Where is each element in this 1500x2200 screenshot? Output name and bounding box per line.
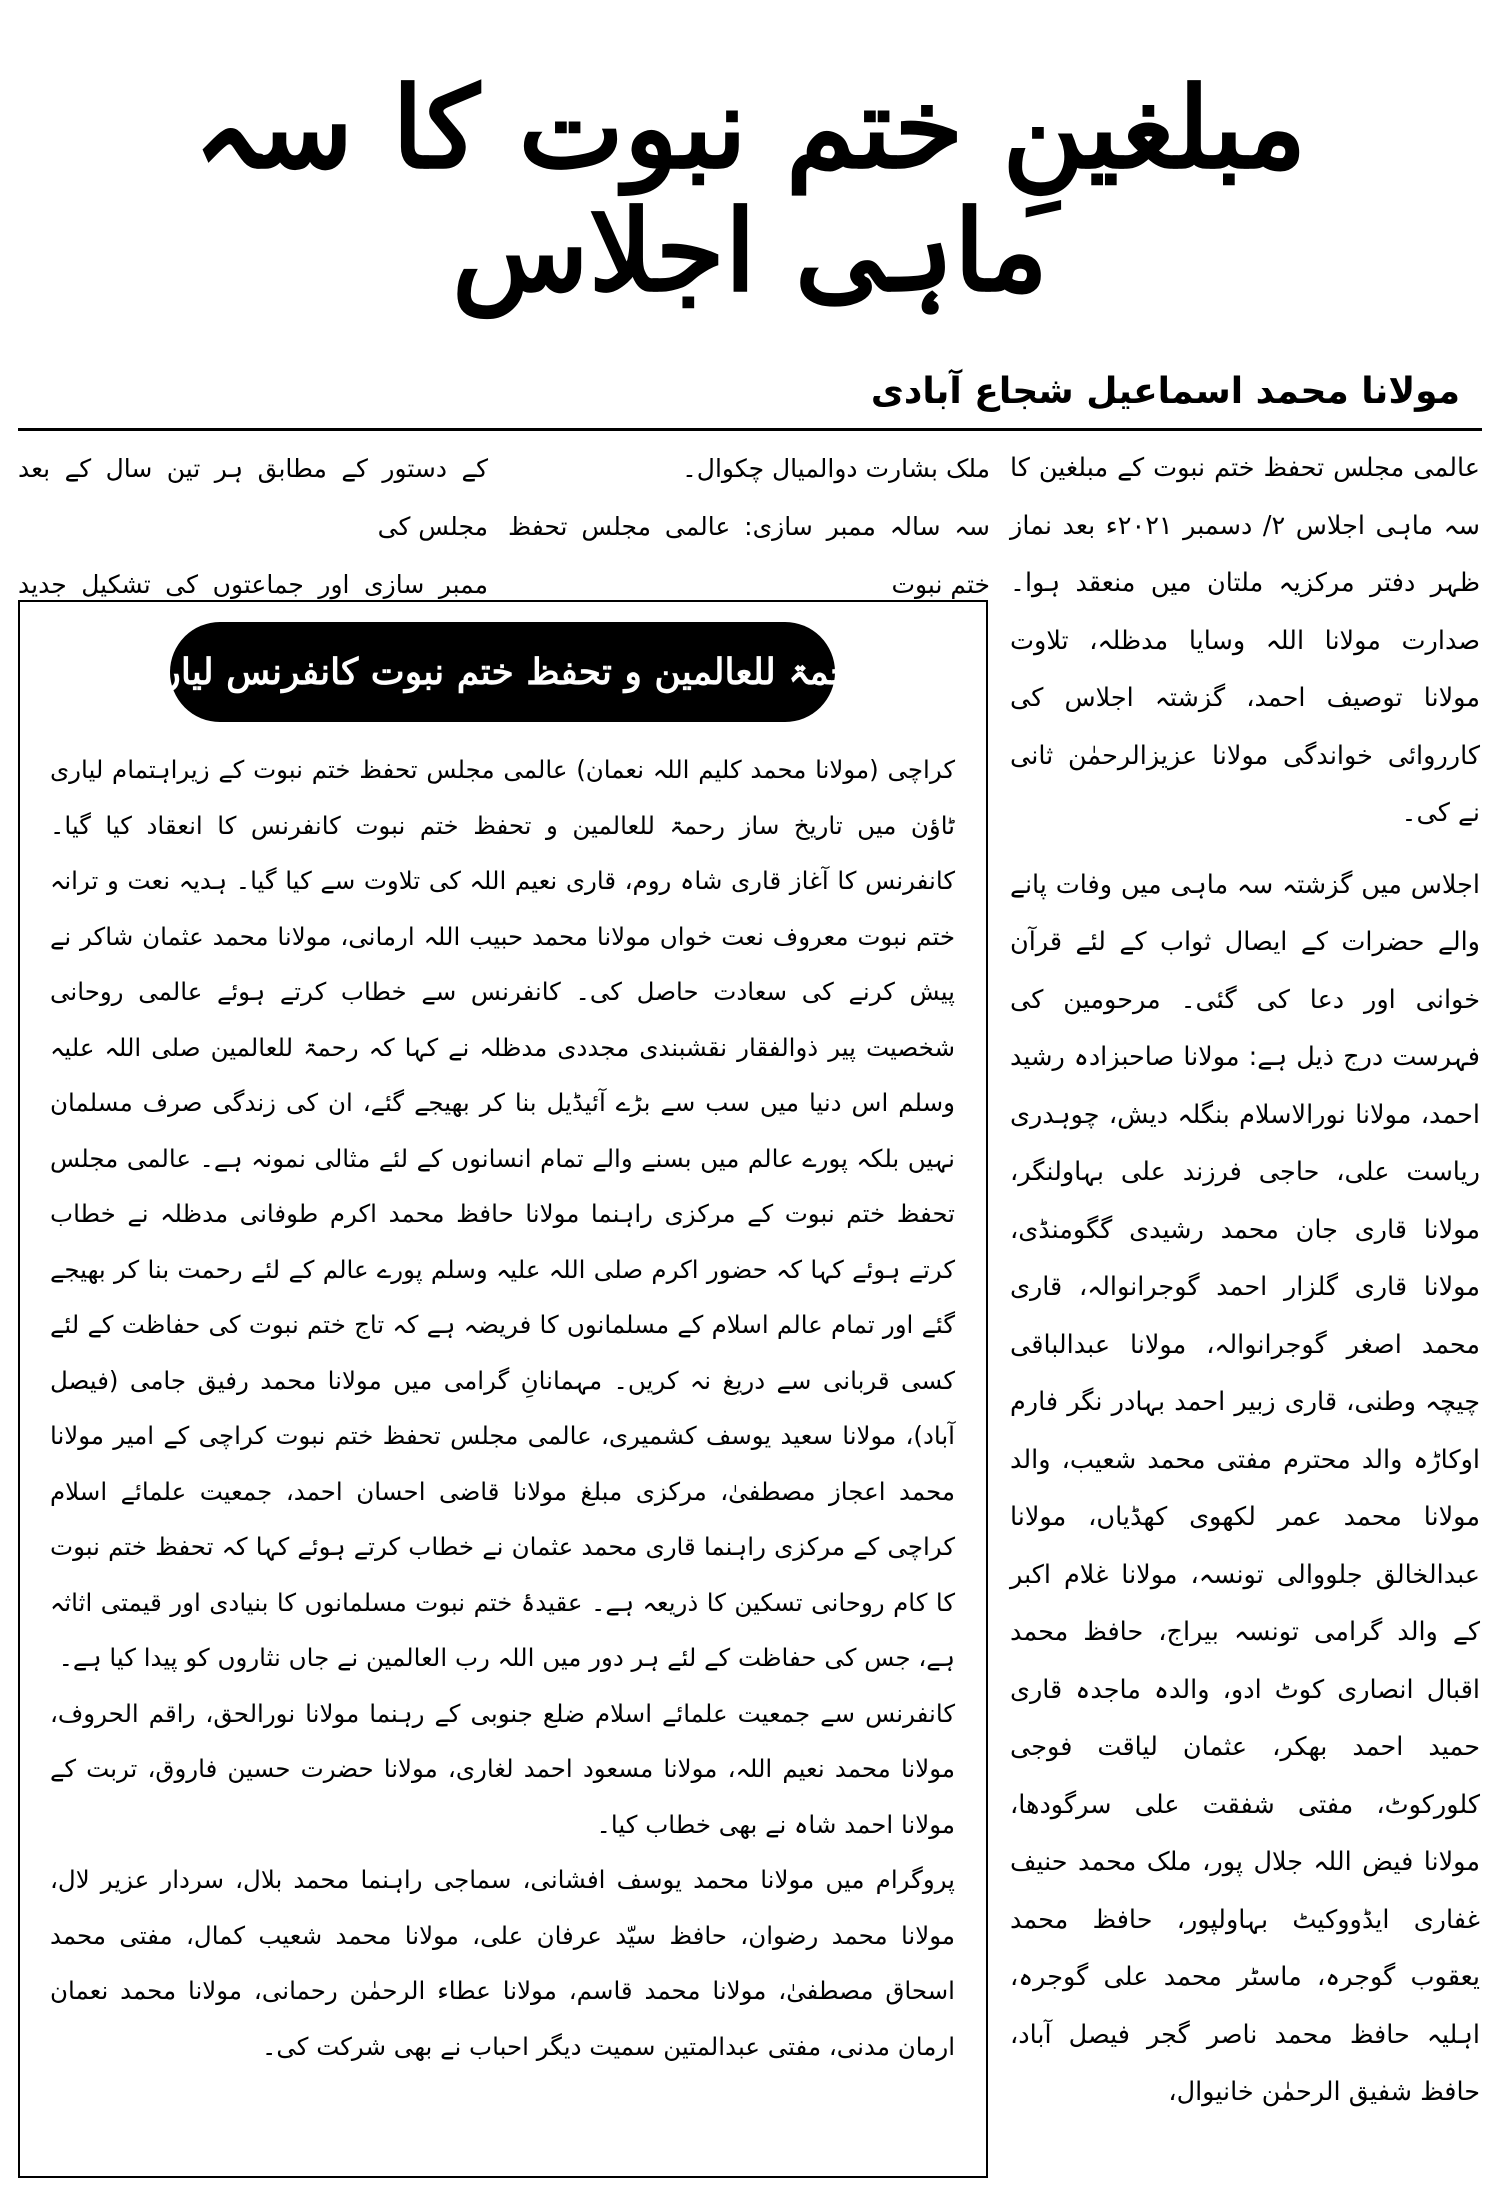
boxed-article-paragraph: کانفرنس سے جمعیت علمائے اسلام ضلع جنوبی کے رہنما مولانا نورالحق، راقم الحروف، مولانا محمد نعیم اللہ، مولانا مسعود احمد لغاری، مولانا حضرت حسین فاروق، تربت کے مولانا احمد شاہ نے بھی خطاب کیا۔ [50,1698,955,1839]
column-left-line: ممبر سازی اور جماعتوں کی تشکیل جدید [18,570,488,599]
boxed-article-paragraph: کراچی (مولانا محمد کلیم اللہ نعمان) عالمی مجلس تحفظ ختم نبوت کے زیراہتمام لیاری ٹاؤن میں تاریخ ساز رحمۃ للعالمین و تحفظ ختم نبوت کانفرنس کا انعقاد کیا گیا۔ کانفرنس کا آغاز قاری شاہ روم، قاری نعیم اللہ کی تلاوت سے کیا گیا۔ ہدیہ نعت و ترانہ ختم نبوت معروف نعت خواں مولانا محمد حبیب اللہ ارمانی، مولانا محمد عثمان شاکر نے پیش کرنے کی سعادت حاصل کی۔ کانفرنس سے خطاب کرتے ہوئے عالمی روحانی شخصیت پیر ذوالفقار نقشبندی مجددی مدظلہ نے کہا کہ رحمۃ للعالمین صلی اللہ علیہ وسلم اس دنیا میں سب سے بڑے آئیڈیل بنا کر بھیجے گئے، ان کی زندگی صرف مسلمان نہیں بلکہ پورے عالم میں بسنے والے تمام انسانوں کے لئے مثالی نمونہ ہے۔ عالمی مجلس تحفظ ختم نبوت کے مرکزی راہنما مولانا حافظ محمد اکرم طوفانی مدظلہ نے خطاب کرتے ہوئے کہا کہ حضور اکرم صلی اللہ علیہ وسلم پورے عالم کے لئے رحمت بنا کر بھیجے گئے اور تمام عالم اسلام کے مسلمانوں کا فریضہ ہے کہ تاج ختم نبوت کی حفاظت کے لئے کسی قربانی سے دریغ نہ کریں۔ مہمانانِ گرامی میں مولانا محمد رفیق جامی (فیصل آباد)، مولانا سعید یوسف کشمیری، عالمی مجلس تحفظ ختم نبوت کراچی کے امیر مولانا محمد اعجاز مصطفیٰ، مرکزی مبلغ مولانا قاضی احسان احمد، جمعیت علمائے اسلام کراچی کے مرکزی راہنما قاری محمد عثمان نے خطاب کرتے ہوئے کہا کہ تحفظ ختم نبوت کا کام روحانی تسکین کا ذریعہ ہے۔ عقیدۂ ختم نبوت مسلمانوں کا بنیادی اور قیمتی اثاثہ ہے، جس کی حفاظت کے لئے ہر دور میں اللہ رب العالمین نے جاں نثاروں کو پیدا کیا ہے۔ [50,755,955,1672]
headline: مبلغینِ ختم نبوت کا سہ ماہی اجلاس [193,62,1307,317]
boxed-article-paragraph: پروگرام میں مولانا محمد یوسف افشانی، سماجی راہنما محمد بلال، سردار عزیر لال، مولانا محمد رضوان، حافظ سیّد عرفان علی، مولانا محمد شعیب کمال، مفتی محمد اسحاق مصطفیٰ، مولانا محمد قاسم، مولانا عطاء الرحمٰن رحمانی، مولانا محمد نعمان ارمان مدنی، مفتی عبدالمتین سمیت دیگر احباب نے بھی شرکت کی۔ [50,1865,955,2061]
column-right [1010,440,1480,2180]
column-right-paragraph: عالمی مجلس تحفظ ختم نبوت کے مبلغین کا سہ ماہی اجلاس ۲/ دسمبر ۲۰۲۱ء بعد نماز ظہر دفتر مرکزیہ ملتان میں منعقد ہوا۔ صدارت مولانا اللہ وسایا مدظلہ، تلاوت مولانا توصیف احمد، گزشتہ اجلاس کی کارروائی خواندگی مولانا عزیزالرحمٰن ثانی نے کی۔ [1010,453,1480,828]
column-left-line: کے دستور کے مطابق ہر تین سال کے بعد مجلس کی [18,454,488,541]
boxed-article-body [50,742,955,2162]
column-right-paragraph: اجلاس میں گزشتہ سہ ماہی میں وفات پانے والے حضرات کے ایصال ثواب کے لئے قرآن خوانی اور دعا کی گئی۔ مرحومین کی فہرست درج ذیل ہے: مولانا صاحبزادہ رشید احمد، مولانا نورالاسلام بنگلہ دیش، چوہدری ریاست علی، حاجی فرزند علی بہاولنگر، مولانا قاری جان محمد رشیدی گگومنڈی، مولانا قاری گلزار احمد گوجرانوالہ، قاری محمد اصغر گوجرانوالہ، مولانا عبدالباقی چیچہ وطنی، قاری زبیر احمد بہادر نگر فارم اوکاڑہ والد محترم مفتی محمد شعیب، والد مولانا محمد عمر لکھوی کھڈیاں، مولانا عبدالخالق جلووالی تونسہ، مولانا غلام اکبر کے والد گرامی تونسہ بیراج، حافظ محمد اقبال انصاری کوٹ ادو، والدہ ماجدہ قاری حمید احمد بھکر، عثمان لیاقت فوجی کلورکوٹ، مفتی شفقت علی سرگودھا، مولانا فیض اللہ جلال پور، ملک محمد حنیف غفاری ایڈووکیٹ بہاولپور، حافظ محمد یعقوب گوجرہ، ماسٹر محمد علی گوجرہ، اہلیہ حافظ محمد ناصر گجر فیصل آباد، حافظ شفیق الرحمٰن خانیوال، [1010,869,1480,2107]
boxed-article-title: رحمۃ للعالمین و تحفظ ختم نبوت کانفرنس لیاری [135,651,870,693]
header-rule [18,428,1482,431]
column-middle-line: سہ سالہ ممبر سازی: عالمی مجلس تحفظ ختم نبوت [508,512,990,599]
column-middle [508,440,990,599]
byline: مولانا محمد اسماعیل شجاع آبادی [870,371,1460,412]
column-left [18,440,488,599]
boxed-article-title-banner [135,622,870,722]
boxed-article [18,600,988,2178]
column-middle-line: ملک بشارت دوالمیال چکوال۔ [682,454,990,483]
